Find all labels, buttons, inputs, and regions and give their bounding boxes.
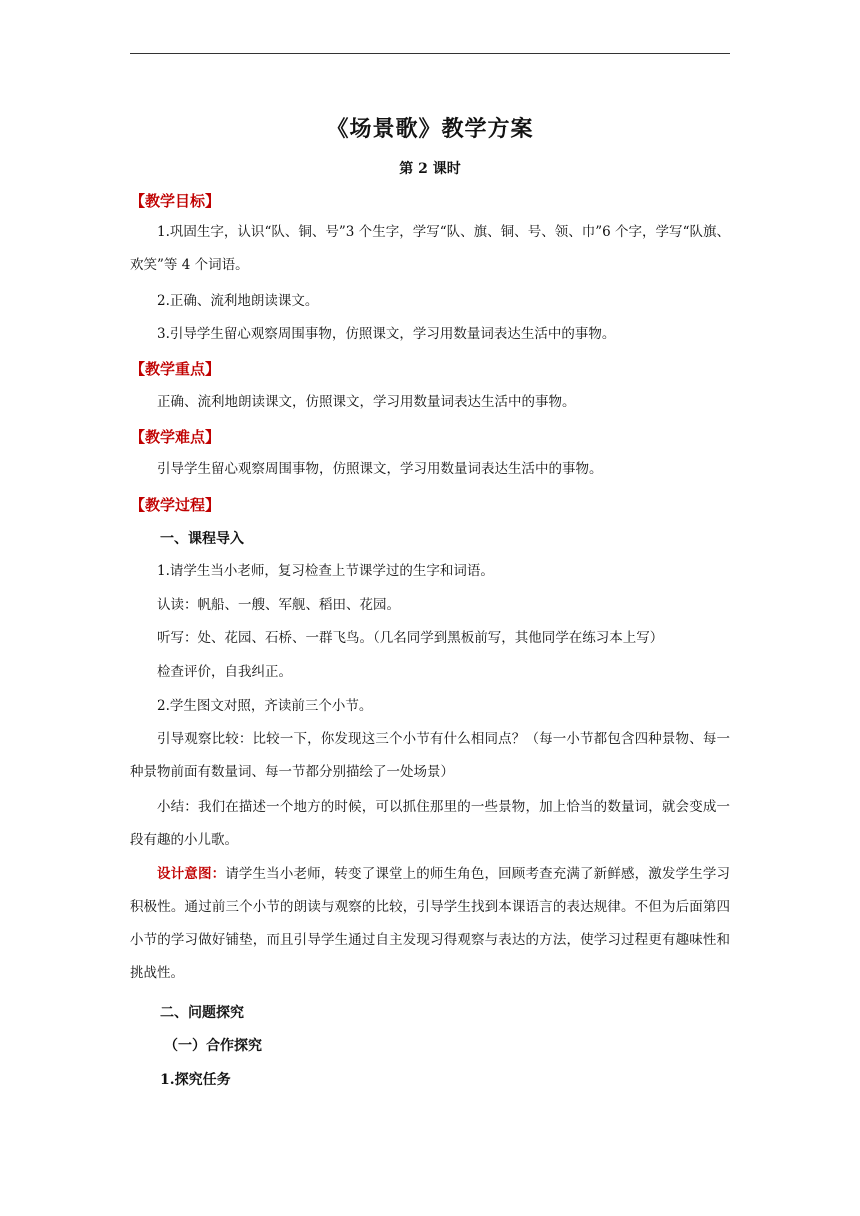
process-heading: 【教学过程】 bbox=[130, 496, 221, 514]
goal-item-1: 1.巩固生字，认识“队、铜、号”3 个生字，学写“队、旗、铜、号、领、巾”6 个字，学写“队旗、欢笑”等 4 个词语。 bbox=[130, 224, 730, 273]
section-1-p5: 2.学生图文对照，齐读前三个小节。 bbox=[157, 698, 373, 714]
section-1-p6: 引导观察比较：比较一下，你发现这三个小节有什么相同点？（每一小节都包含四种景物、每一种景物前面有数量词、每一节都分别描绘了一处场景） bbox=[130, 731, 730, 780]
goals-heading: 【教学目标】 bbox=[130, 192, 221, 210]
key-points-text: 正确、流利地朗读课文，仿照课文，学习用数量词表达生活中的事物。 bbox=[157, 394, 576, 410]
subsection-cooperative-inquiry: （一）合作探究 bbox=[164, 1038, 262, 1054]
difficulties-text: 引导学生留心观察周围事物，仿照课文，学习用数量词表达生活中的事物。 bbox=[157, 461, 603, 477]
design-intent-label: 设计意图： bbox=[157, 866, 226, 882]
goal-item-2: 2.正确、流利地朗读课文。 bbox=[157, 293, 319, 309]
document-title: 《场景歌》教学方案 bbox=[326, 116, 534, 142]
section-1-p3: 听写：处、花园、石桥、一群飞鸟。（几名同学到黑板前写，其他同学在练习本上写） bbox=[157, 630, 664, 646]
section-1-title: 一、课程导入 bbox=[160, 531, 244, 547]
key-points-heading: 【教学重点】 bbox=[130, 360, 221, 378]
lesson-subtitle: 第 2 课时 bbox=[399, 161, 461, 177]
design-intent-paragraph bbox=[130, 858, 730, 990]
goal-item-3: 3.引导学生留心观察周围事物，仿照课文，学习用数量词表达生活中的事物。 bbox=[157, 326, 616, 342]
section-1-p7: 小结：我们在描述一个地方的时候，可以抓住那里的一些景物，加上恰当的数量词，就会变成一段有趣的小儿歌。 bbox=[130, 799, 730, 848]
section-2-title: 二、问题探究 bbox=[160, 1005, 244, 1021]
design-intent-text: 请学生当小老师，转变了课堂上的师生角色，回顾考查充满了新鲜感，激发学生学习积极性。通过前三个小节的朗读与观察的比较，引导学生找到本课语言的表达规律。不但为后面第四小节的学习做好铺垫，而且引导学生通过自主发现习得观察与表达的方法，使学习过程更有趣味性和挑战性。 bbox=[130, 866, 731, 981]
inquiry-task-item: 1.探究任务 bbox=[160, 1072, 231, 1088]
header-rule bbox=[130, 53, 730, 54]
section-1-p1: 1.请学生当小老师，复习检查上节课学过的生字和词语。 bbox=[157, 563, 494, 579]
difficulties-heading: 【教学难点】 bbox=[130, 428, 221, 446]
section-1-p2: 认读：帆船、一艘、军舰、稻田、花园。 bbox=[157, 597, 400, 613]
section-1-p4: 检查评价，自我纠正。 bbox=[157, 664, 292, 680]
document-page bbox=[130, 0, 730, 1216]
